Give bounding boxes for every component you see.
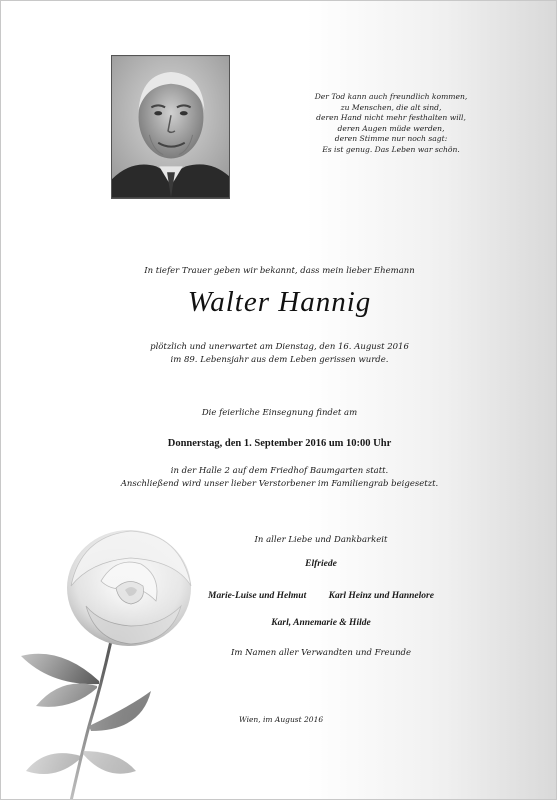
mourners-intro: In aller Liebe und Dankbarkeit — [254, 535, 388, 545]
place-line: Anschließend wird unser lieber Verstorbener im Familiengrab beigesetzt. — [120, 479, 439, 489]
ceremony-intro: Die feierliche Einsegnung findet am — [201, 408, 358, 418]
mourners-relatives: Im Namen aller Verwandten und Freunde — [230, 648, 412, 658]
signoff: Wien, im August 2016 — [239, 715, 324, 724]
death-line: plötzlich und unerwartet am Dienstag, den 16. August 2016 — [150, 342, 409, 352]
deceased-name: Walter Hannig — [187, 286, 372, 318]
portrait-icon — [112, 56, 229, 198]
ceremony-date: Donnerstag, den 1. September 2016 um 10:00 Uhr — [167, 438, 392, 449]
poem-line: deren Stimme nur noch sagt: — [334, 134, 448, 143]
place-line: in der Halle 2 auf dem Friedhof Baumgarten statt. — [170, 466, 389, 476]
poem-line: deren Augen müde werden, — [337, 123, 445, 133]
poem-line: zu Menschen, die alt sind, — [340, 102, 442, 112]
poem-line: Der Tod kann auch freundlich kommen, — [314, 92, 468, 101]
poem-line: Es ist genug. Das Leben war schön. — [322, 144, 460, 154]
mourners-children — [151, 591, 491, 601]
death-notice — [1, 341, 557, 367]
poem — [291, 92, 491, 155]
mourners-grandchildren: Karl, Annemarie & Hilde — [271, 618, 371, 628]
announcement-intro: In tiefer Trauer geben wir bekannt, dass mein lieber Ehemann — [144, 266, 415, 276]
death-line: im 89. Lebensjahr aus dem Leben gerissen wurde. — [170, 355, 389, 365]
mourner-wife: Elfriede — [305, 559, 337, 569]
mourner-child: Marie-Luise und Helmut — [208, 591, 307, 601]
poem-line: deren Hand nicht mehr festhalten will, — [316, 113, 466, 122]
portrait-photo — [111, 55, 230, 199]
ceremony-place — [1, 465, 557, 491]
mourner-child: Karl Heinz und Hannelore — [328, 591, 434, 601]
